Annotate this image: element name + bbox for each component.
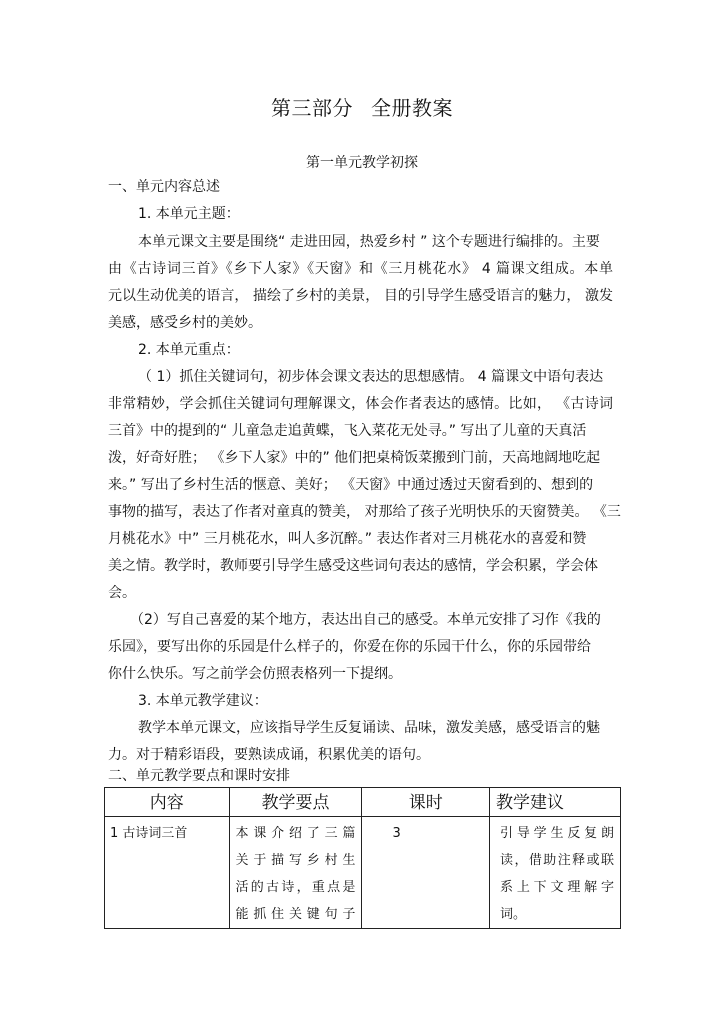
title-name: 全册教案 — [371, 96, 453, 120]
lesson-plan-table — [104, 787, 621, 929]
cell-text-line: 能抓住关键句子 — [235, 907, 356, 922]
cell-text-line: 读，借助注释或联 — [500, 853, 614, 868]
cell-text-line: 引导学生反复朗 — [500, 826, 614, 841]
cell-key-points — [229, 817, 362, 929]
cell-suggestions — [490, 817, 621, 929]
paragraph-line: 乐园》，要写出你的乐园是什么样子的，你爱在你的乐园干什么，你的乐园带给 — [108, 639, 591, 655]
paragraph-line: 元以生动优美的语言， 描绘了乡村的美景， 目的引导学生感受语言的魅力， 激发 — [108, 288, 613, 304]
paragraph-line: 美感，感受乡村的美妙。 — [108, 315, 262, 331]
paragraph-line: （ 1）抓住关键词句，初步体会课文表达的思想感情。 4 篇课文中语句表达 — [138, 369, 604, 385]
paragraph-line: 你什么快乐。写之前学会仿照表格列一下提纲。 — [108, 666, 402, 682]
paragraph-line: 会。 — [108, 585, 136, 601]
header-suggestions: 教学建议 — [490, 788, 621, 817]
paragraph-line: 泼，好奇好胜； 《乡下人家》中的” 他们把桌椅饭菜搬到门前，天高地阔地吃起 — [108, 450, 601, 466]
paragraph-line: 月桃花水》中” 三月桃花水，叫人多沉醉。” 表达作者对三月桃花水的喜爱和赞 — [108, 531, 587, 547]
cell-text-line: 系上下文理解字 — [500, 880, 614, 895]
paragraph-line: 本单元课文主要是围绕“ 走进田园，热爱乡村 ” 这个专题进行编排的。主要 — [138, 234, 600, 250]
table-row — [105, 817, 621, 929]
table-header-row — [105, 788, 621, 817]
header-content: 内容 — [105, 788, 230, 817]
cell-text-line: 词。 — [500, 907, 527, 922]
paragraph-line: 三首》中的提到的“ 儿童急走追黄蝶，飞入菜花无处寻。” 写出了儿童的天真活 — [108, 423, 587, 439]
cell-content: 1 古诗词三首 — [105, 817, 230, 929]
paragraph-line: 力。对于精彩语段，要熟读成诵，积累优美的语句。 — [108, 747, 430, 763]
subheading-suggestion: 3. 本单元教学建议： — [138, 693, 268, 709]
subheading-theme: 1. 本单元主题： — [138, 206, 240, 222]
paragraph-line: 美之情。教学时，教师要引导学生感受这些词句表达的感情，学会积累，学会体 — [108, 558, 598, 574]
title-part: 第三部分 — [271, 96, 353, 120]
paragraph-line: （2）写自己喜爱的某个地方，表达出自己的感受。本单元安排了习作《我的 — [130, 612, 601, 628]
header-key-points: 教学要点 — [229, 788, 362, 817]
paragraph-line: 事物的描写，表达了作者对童真的赞美， 对那给了孩子光明快乐的天窗赞美。 《三 — [108, 504, 621, 520]
cell-text-line: 本课介绍了三篇 — [235, 826, 356, 841]
cell-text-line: 关于描写乡村生 — [235, 853, 356, 868]
cell-class-hours: 3 — [362, 817, 490, 929]
subheading-focus: 2. 本单元重点： — [138, 342, 240, 358]
paragraph-line: 非常精妙，学会抓住关键词句理解课文，体会作者表达的感情。比如， 《古诗词 — [108, 396, 613, 412]
section-heading-2: 二、单元教学要点和课时安排 — [108, 768, 290, 784]
page-title — [0, 92, 724, 121]
header-class-hours: 课时 — [362, 788, 490, 817]
paragraph-line: 来。” 写出了乡村生活的惬意、美好； 《天窗》中通过透过天窗看到的、想到的 — [108, 477, 594, 493]
section-heading-1: 一、单元内容总述 — [108, 179, 220, 195]
paragraph-line: 教学本单元课文，应该指导学生反复诵读、品味，激发美感，感受语言的魅 — [138, 720, 600, 736]
paragraph-line: 由《古诗词三首》《乡下人家》《天窗》和《三月桃花水》 4 篇课文组成。本单 — [108, 261, 613, 277]
unit-subtitle: 第一单元教学初探 — [306, 155, 418, 171]
cell-text-line: 活的古诗，重点是 — [235, 880, 356, 895]
